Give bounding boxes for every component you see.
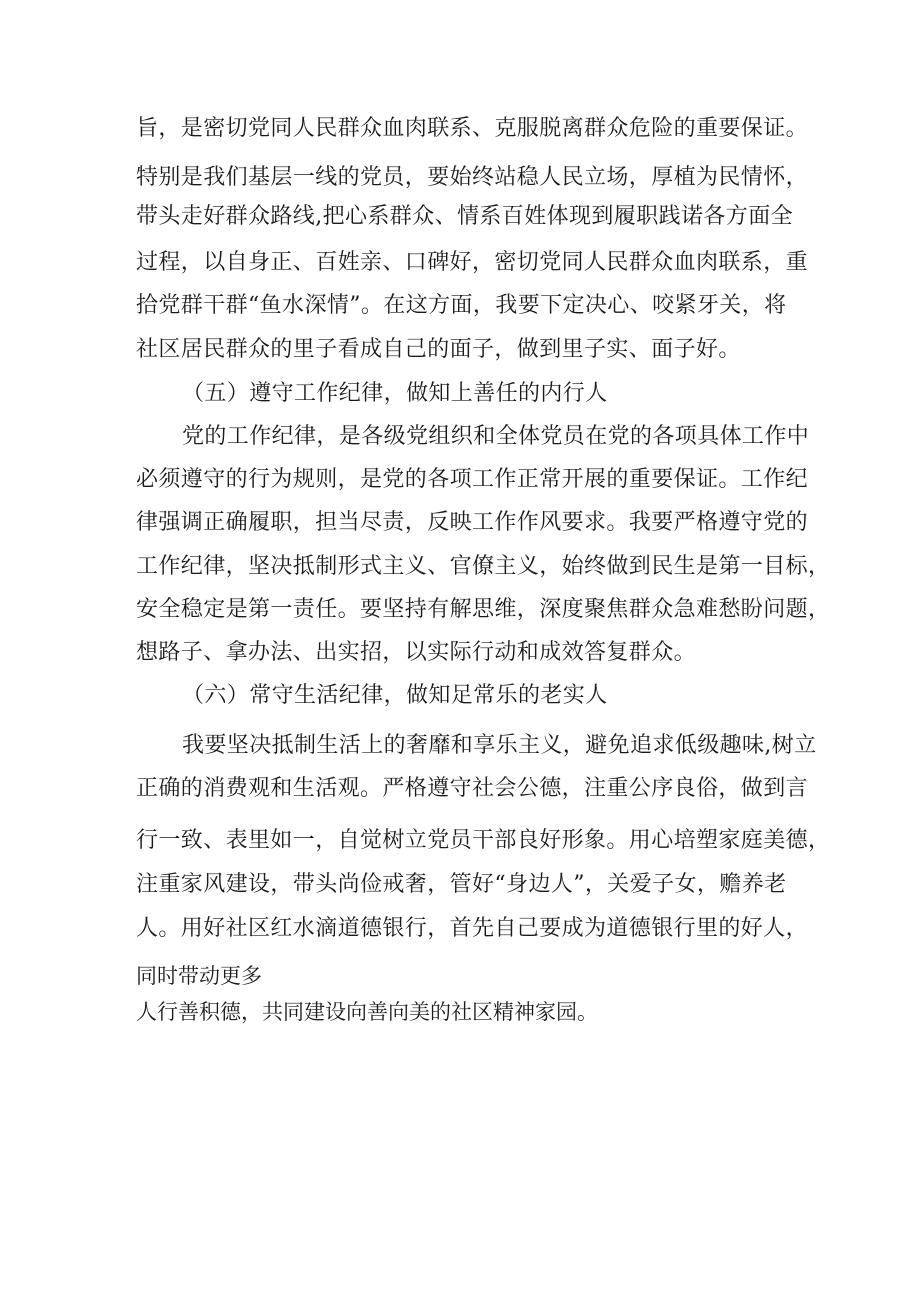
- paragraph-line: 党的工作纪律，是各级党组织和全体党员在党的各项具体工作中: [182, 424, 810, 449]
- paragraph-line: 工作纪律，坚决抵制形式主义、官僚主义，始终做到民生是第一目标，: [136, 554, 831, 579]
- section-heading: （五）遵守工作纪律，做知上善任的内行人: [182, 381, 608, 406]
- paragraph-line: 人行善积德，共同建设向善向美的社区精神家园。: [136, 1000, 598, 1024]
- paragraph-line: 过程，以自身正、百姓亲、口碑好，密切党同人民群众血肉联系，重: [136, 250, 809, 275]
- paragraph-line: 想路子、拿办法、出实招，以实际行动和成效答复群众。: [136, 640, 697, 665]
- paragraph-line: 同时带动更多: [136, 964, 262, 988]
- paragraph-line: 我要坚决抵制生活上的奢靡和享乐主义，避免追求低级趣味,树立: [182, 733, 817, 758]
- paragraph-line: 行一致、表里如一，自觉树立党员干部良好形象。用心培塑家庭美德，: [136, 828, 831, 853]
- paragraph-line: 正确的消费观和生活观。严格遵守社会公德，注重公序良俗，做到言: [136, 776, 809, 801]
- paragraph-line: 人。用好社区红水滴道德银行，首先自己要成为道德银行里的好人，: [136, 916, 809, 941]
- paragraph-line: 安全稳定是第一责任。要坚持有解思维，深度聚焦群众急难愁盼问题，: [136, 597, 831, 622]
- paragraph-line: 社区居民群众的里子看成自己的面子，做到里子实、面子好。: [136, 337, 741, 362]
- paragraph-line: 特别是我们基层一线的党员，要始终站稳人民立场，厚植为民情怀，: [136, 165, 809, 190]
- paragraph-line: 拾党群干群“鱼水深情”。在这方面，我要下定决心、咬紧牙关，将: [136, 293, 787, 318]
- section-heading: （六）常守生活纪律，做知足常乐的老实人: [182, 683, 608, 708]
- paragraph-line: 注重家风建设，带头尚俭戒奢，管好“身边人”，关爱子女，赡养老: [136, 872, 787, 897]
- paragraph-line: 旨，是密切党同人民群众血肉联系、克服脱离群众危险的重要保证。: [136, 116, 809, 141]
- paragraph-line: 必须遵守的行为规则，是党的各项工作正常开展的重要保证。工作纪: [136, 467, 809, 492]
- paragraph-line: 带头走好群众路线,把心系群众、情系百姓体现到履职践诺各方面全: [136, 204, 793, 229]
- paragraph-line: 律强调正确履职，担当尽责，反映工作作风要求。我要严格遵守党的: [136, 510, 809, 535]
